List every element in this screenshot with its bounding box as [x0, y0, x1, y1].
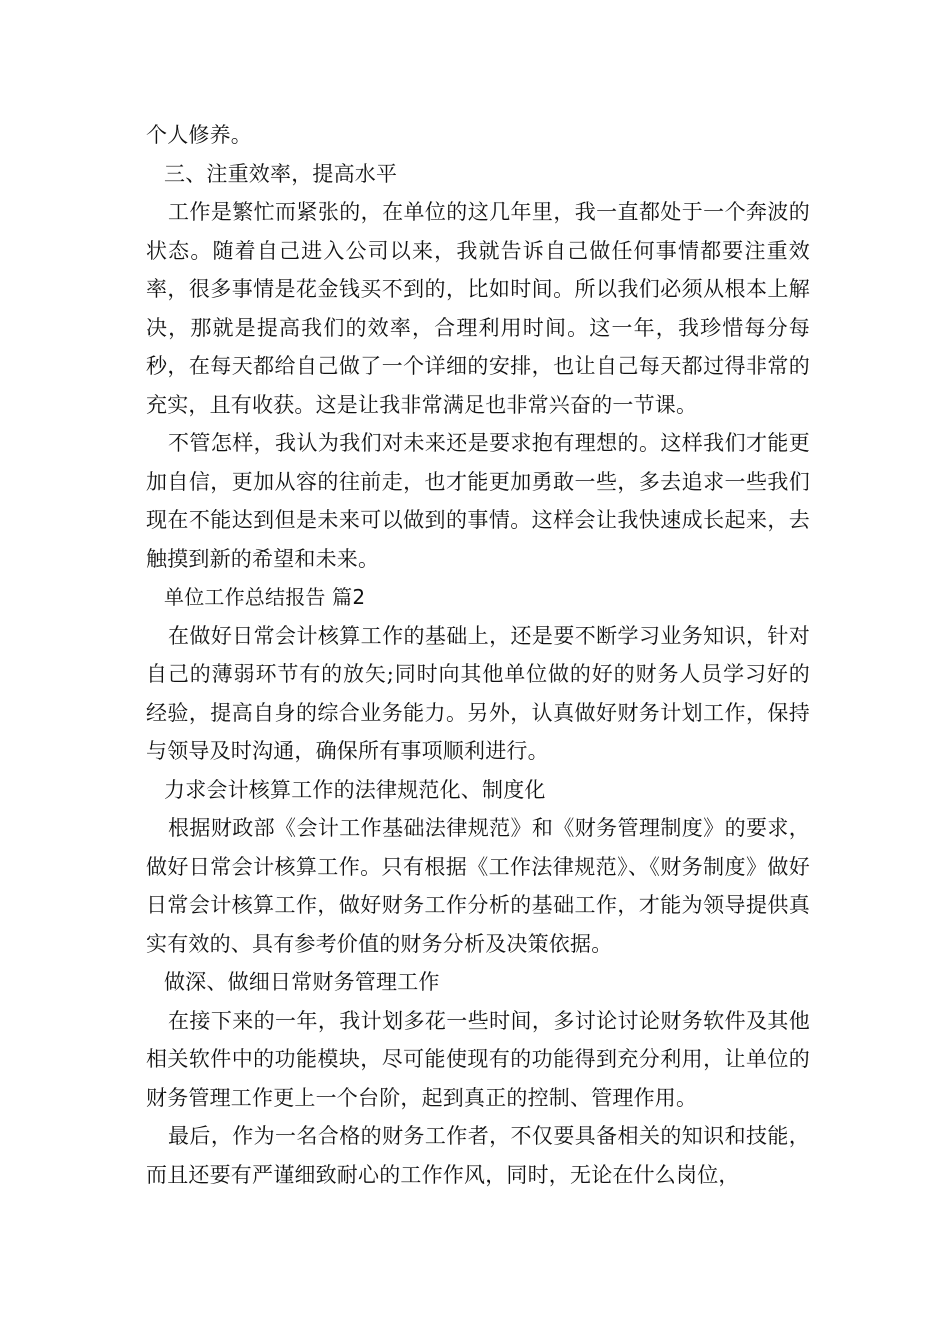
paragraph-conclusion: 最后，作为一名合格的财务工作者，不仅要具备相关的知识和技能，而且还要有严谨细致耐心的工作作风，同时，无论在什么岗位， — [146, 1124, 810, 1187]
paragraph-efficiency: 工作是繁忙而紧张的，在单位的这几年里，我一直都处于一个奔波的状态。随着自己进入公司以来，我就告诉自己做任何事情都要注重效率，很多事情是花金钱买不到的，比如时间。所以我们必须从根本上解决，那就是提高我们的效率，合理利用时间。这一年，我珍惜每分每秒，在每天都给自己做了一个详细的安排，也让自己每天都过得非常的充实，且有收获。这是让我非常满足也非常兴奋的一节课。 — [146, 200, 810, 417]
section-heading-daily-management: 做深、做细日常财务管理工作 — [164, 970, 440, 994]
section-heading-efficiency: 三、注重效率，提高水平 — [164, 161, 398, 186]
paragraph-continuation: 个人修养。 — [146, 123, 252, 147]
paragraph-future: 不管怎样，我认为我们对未来还是要求抱有理想的。这样我们才能更加自信，更加从容的往前走，也才能更加勇敢一些，多去追求一些我们现在不能达到但是未来可以做到的事情。这样会让我快速成长起来，去触摸到新的希望和未来。 — [146, 431, 810, 571]
document-body — [146, 116, 810, 1194]
paragraph-software-plan: 在接下来的一年，我计划多花一些时间，多讨论讨论财务软件及其他相关软件中的功能模块，尽可能使现有的功能得到充分利用，让单位的财务管理工作更上一个台阶，起到真正的控制、管理作用。 — [146, 1008, 810, 1110]
paragraph-accounting-basics: 在做好日常会计核算工作的基础上，还是要不断学习业务知识，针对自己的薄弱环节有的放矢;同时向其他单位做的好的财务人员学习好的经验，提高自身的综合业务能力。另外，认真做好财务计划工作，保持与领导及时沟通，确保所有事项顺利进行。 — [146, 623, 810, 763]
article-title-part2: 单位工作总结报告 篇2 — [164, 585, 366, 609]
section-heading-standardization: 力求会计核算工作的法律规范化、制度化 — [164, 777, 546, 802]
paragraph-regulations: 根据财政部《会计工作基础法律规范》和《财务管理制度》的要求，做好日常会计核算工作。只有根据《工作法律规范》、《财务制度》做好日常会计核算工作，做好财务工作分析的基础工作，才能为领导提供真实有效的、具有参考价值的财务分析及决策依据。 — [146, 816, 810, 956]
